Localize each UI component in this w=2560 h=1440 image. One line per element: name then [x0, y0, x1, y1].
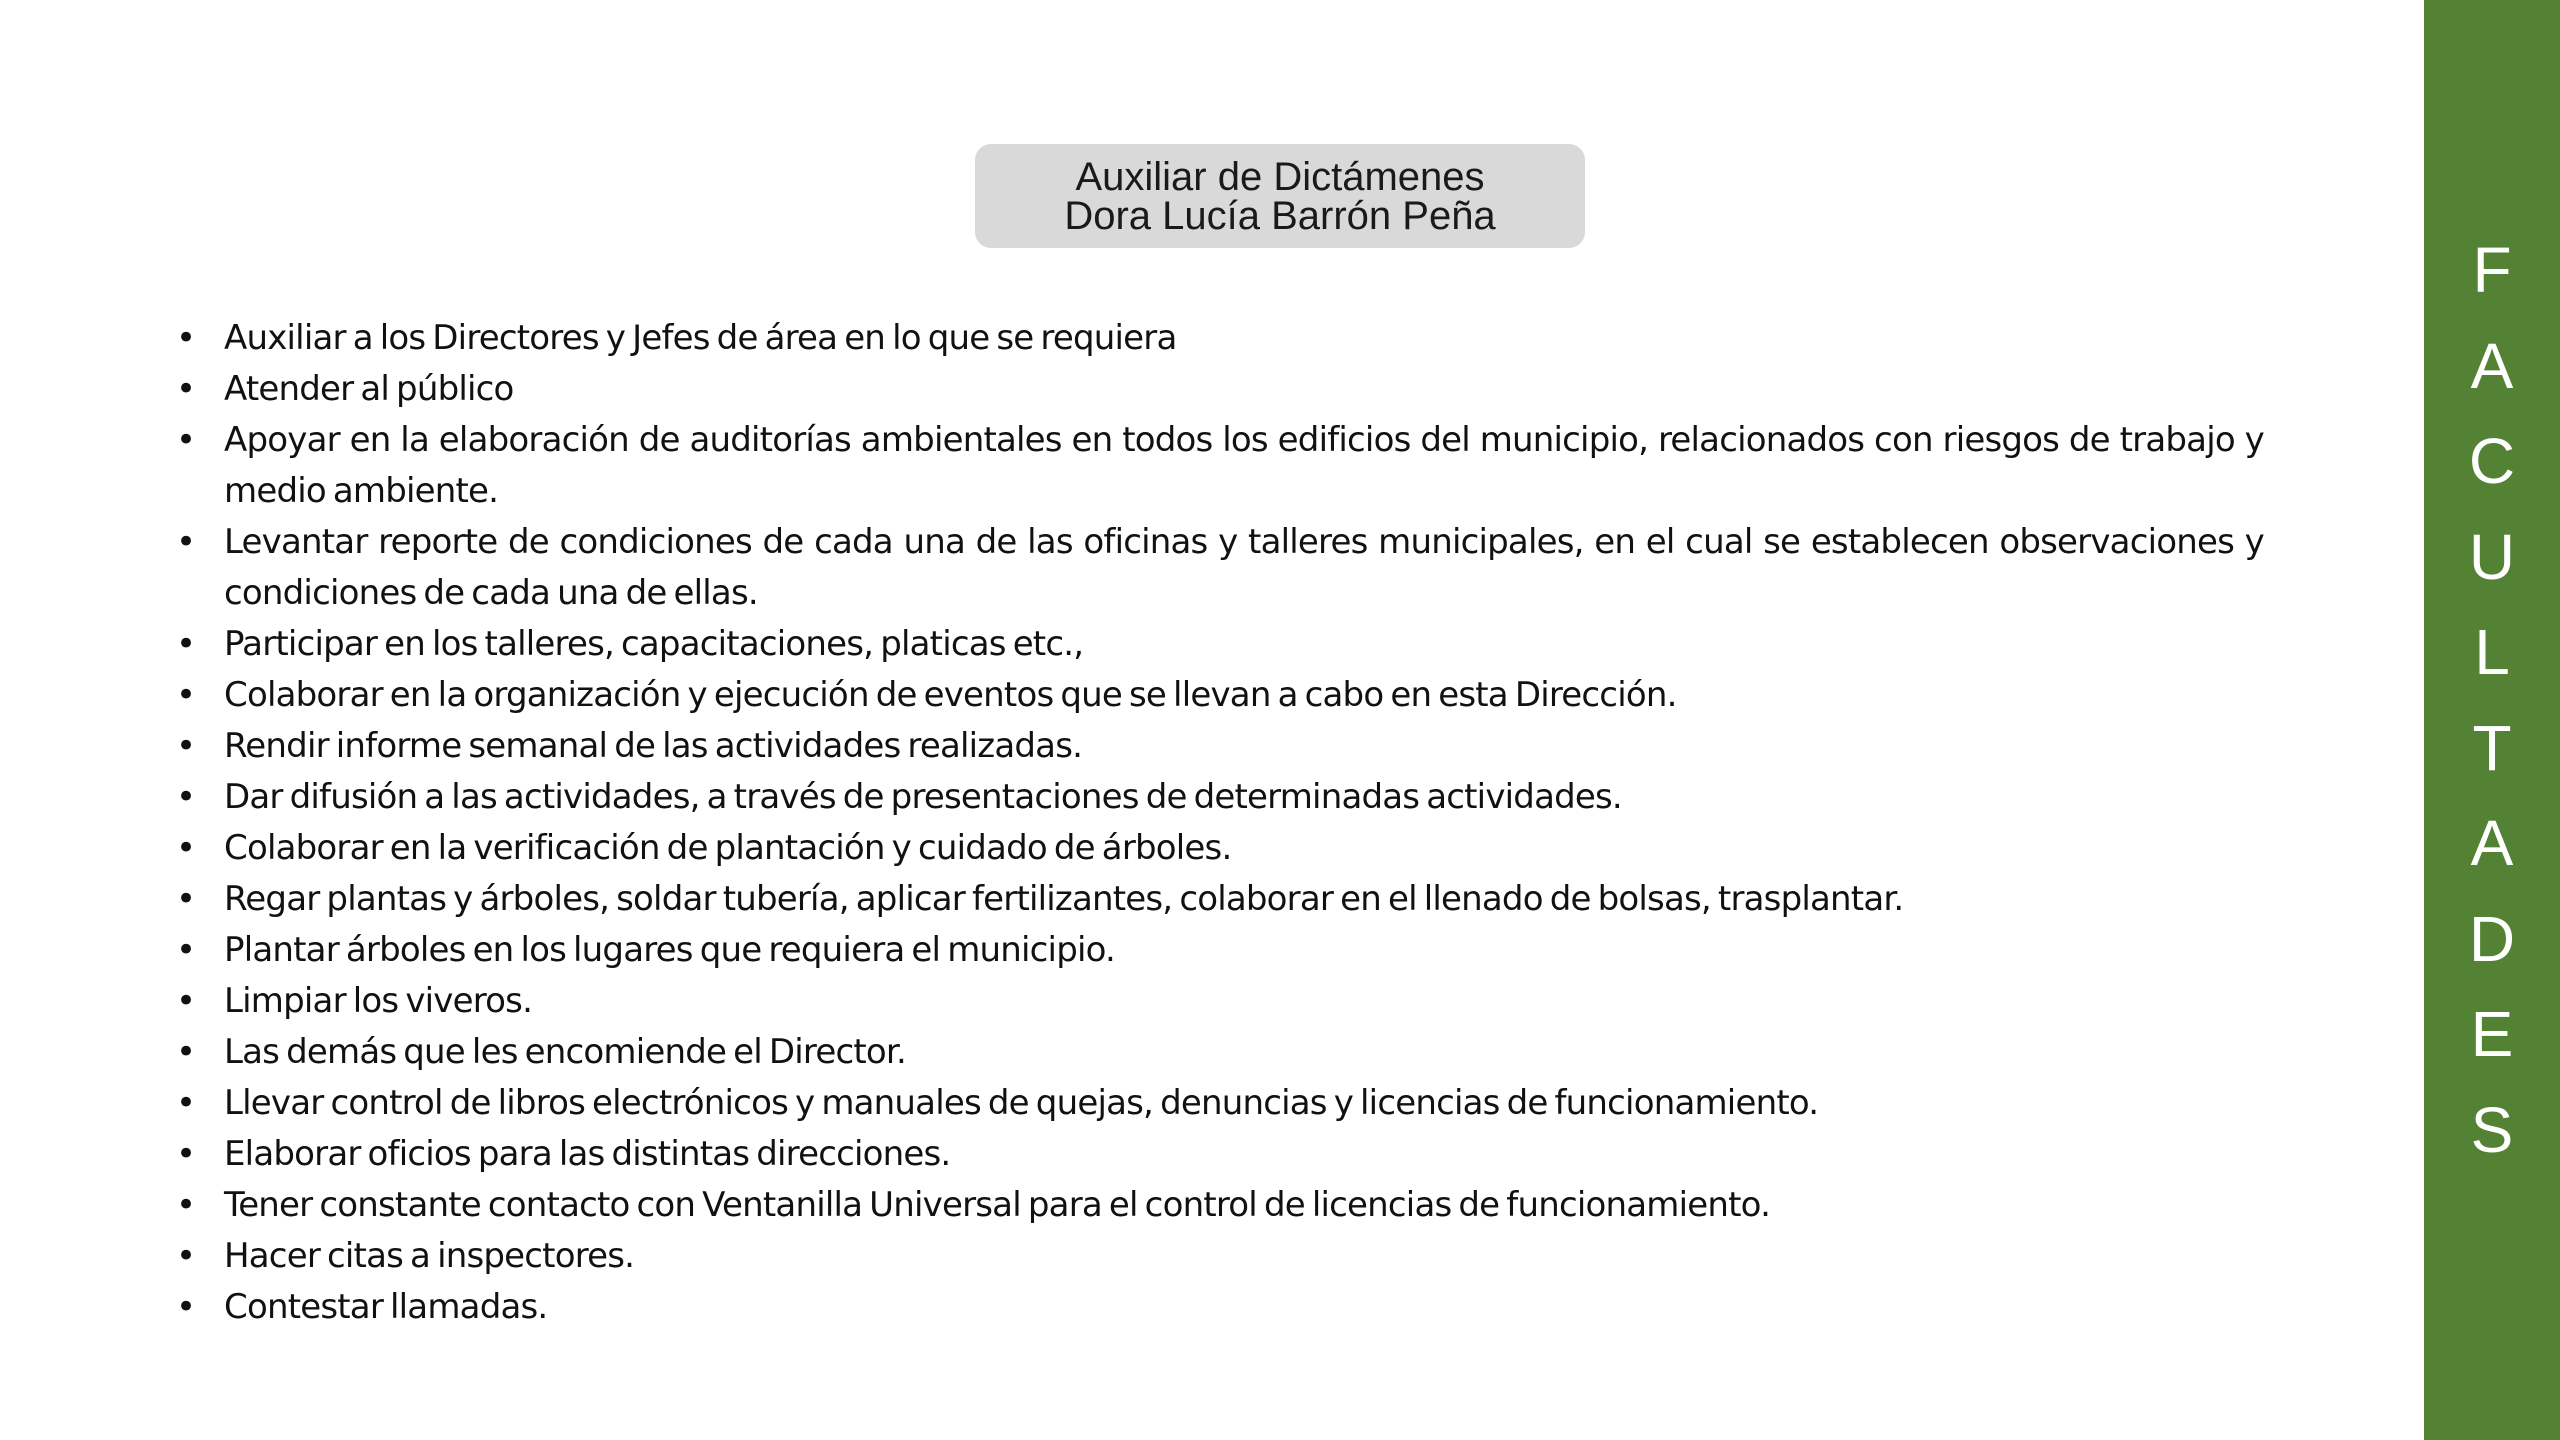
duty-text: Dar difusión a las actividades, a través de presentaciones de determinadas actividades.: [224, 777, 1622, 817]
duty-text: Elaborar oficios para las distintas direcciones.: [224, 1134, 951, 1174]
bullet-icon: •: [176, 420, 196, 460]
duty-text: Contestar llamadas.: [224, 1287, 548, 1327]
sidebar-letter: T: [2472, 711, 2512, 784]
duty-item: [176, 1180, 2264, 1231]
sidebar-letter: L: [2474, 616, 2510, 688]
bullet-icon: •: [176, 318, 196, 358]
duty-item: [176, 1027, 2264, 1078]
bullet-icon: •: [176, 1032, 196, 1072]
bullet-icon: •: [176, 1134, 196, 1174]
bullet-icon: •: [176, 522, 196, 562]
bullet-icon: •: [176, 1083, 196, 1123]
duty-text: Llevar control de libros electrónicos y manuales de quejas, denuncias y licencias de funcionamiento.: [224, 1083, 1819, 1123]
duty-item: [176, 823, 2264, 874]
duty-item: [176, 364, 2264, 415]
duty-text: Participar en los talleres, capacitaciones, platicas etc.,: [224, 624, 1084, 664]
bullet-icon: •: [176, 1236, 196, 1276]
duty-item: [176, 517, 2264, 619]
sidebar-letter: A: [2470, 329, 2514, 402]
sidebar: [2424, 0, 2560, 1440]
duty-item: [176, 313, 2264, 364]
sidebar-letter: A: [2470, 807, 2514, 879]
bullet-icon: •: [176, 777, 196, 817]
duty-item: [176, 670, 2264, 721]
employee-name: Dora Lucía Barrón Peña: [1064, 194, 1496, 238]
sidebar-vertical-title: [2424, 223, 2560, 1178]
sidebar-letter: U: [2468, 520, 2516, 593]
title-box: [975, 144, 1585, 248]
sidebar-letter: E: [2470, 998, 2514, 1070]
duty-item: [176, 976, 2264, 1027]
duty-item: [176, 415, 2264, 517]
duty-item: [176, 1078, 2264, 1129]
duty-item: [176, 925, 2264, 976]
duty-text: Las demás que les encomiende el Director.: [224, 1032, 906, 1072]
duties-list: [176, 313, 2264, 1333]
bullet-icon: •: [176, 1287, 196, 1327]
sidebar-letter: F: [2472, 234, 2512, 306]
duty-item: [176, 1231, 2264, 1282]
bullet-icon: •: [176, 981, 196, 1021]
duty-item: [176, 1129, 2264, 1180]
duty-text: Rendir informe semanal de las actividades realizadas.: [224, 726, 1083, 766]
duty-item: [176, 721, 2264, 772]
duty-text: Colaborar en la organización y ejecución de eventos que se llevan a cabo en esta Dirección.: [224, 675, 1677, 715]
duty-text: Regar plantas y árboles, soldar tubería, aplicar fertilizantes, colaborar en el llenado de bolsas, trasplantar.: [224, 879, 1904, 919]
bullet-icon: •: [176, 930, 196, 970]
duty-text: Auxiliar a los Directores y Jefes de área en lo que se requiera: [224, 318, 1177, 358]
duty-item: [176, 619, 2264, 670]
bullet-icon: •: [176, 828, 196, 868]
bullet-icon: •: [176, 879, 196, 919]
bullet-icon: •: [176, 675, 196, 715]
sidebar-letter: D: [2468, 902, 2516, 975]
job-title: Auxiliar de Dictámenes: [1075, 155, 1485, 199]
duty-item: [176, 874, 2264, 925]
duty-text: Tener constante contacto con Ventanilla Universal para el control de licencias de funcionamiento.: [224, 1185, 1771, 1225]
duty-text: Atender al público: [224, 369, 514, 409]
bullet-icon: •: [176, 1185, 196, 1225]
duty-item: [176, 1282, 2264, 1333]
duty-text: Hacer citas a inspectores.: [224, 1236, 635, 1276]
duty-item: [176, 772, 2264, 823]
bullet-icon: •: [176, 624, 196, 664]
duty-text: Levantar reporte de condiciones de cada una de las oficinas y talleres municipales, en el cual se establecen observaciones y condiciones de cada una de ellas.: [224, 522, 2264, 613]
duty-text: Apoyar en la elaboración de auditorías ambientales en todos los edificios del municipio, relacionados con riesgos de trabajo y medio ambiente.: [224, 420, 2264, 511]
duty-text: Limpiar los viveros.: [224, 981, 533, 1021]
bullet-icon: •: [176, 726, 196, 766]
duty-text: Colaborar en la verificación de plantación y cuidado de árboles.: [224, 828, 1232, 868]
sidebar-letter: S: [2470, 1093, 2514, 1166]
bullet-icon: •: [176, 369, 196, 409]
sidebar-letter: C: [2468, 425, 2516, 497]
duty-text: Plantar árboles en los lugares que requiera el municipio.: [224, 930, 1116, 970]
